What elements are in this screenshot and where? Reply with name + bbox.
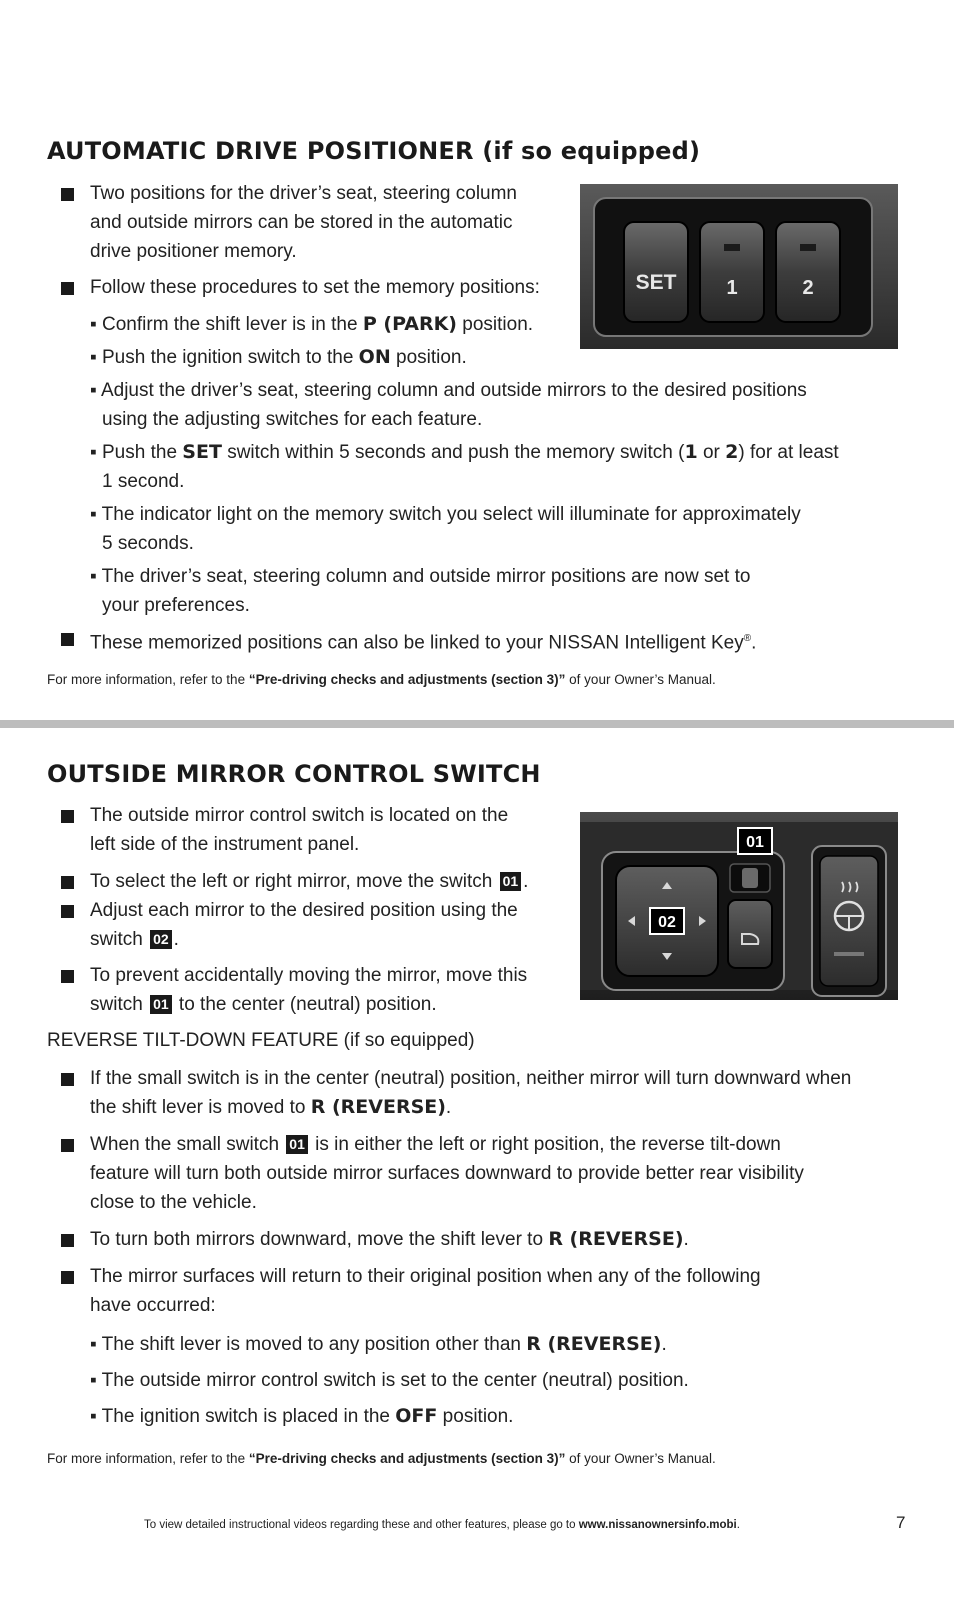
sub-bullet-adjust-cont: using the adjusting switches for each feature.	[102, 409, 483, 430]
sub-bullet-adjust: ▪ Adjust the driver’s seat, steering column and outside mirrors to the desired positions	[90, 380, 807, 401]
bullet-square	[61, 970, 74, 983]
bullet-text: Follow these procedures to set the memory positions:	[90, 277, 540, 298]
bullet-text: The outside mirror control switch is located on the	[90, 805, 509, 826]
set-button-label: SET	[635, 271, 677, 294]
bullet-text: drive positioner memory.	[90, 241, 297, 262]
bullet-text: Adjust each mirror to the desired position using the	[90, 900, 518, 921]
bullet-text: To prevent accidentally moving the mirror, move this	[90, 965, 528, 986]
bullet-text: When the small switch 01 is in either the left or right position, the reverse tilt-down	[90, 1134, 781, 1155]
sub-bullet-preferences-cont: your preferences.	[102, 595, 250, 616]
sub-bullet-indicator-cont: 5 seconds.	[102, 533, 194, 554]
section-footnote: For more information, refer to the “Pre-driving checks and adjustments (section 3)” of your Owner’s Manual.	[47, 1451, 716, 1466]
mirror-switch-photo	[580, 812, 898, 1000]
bullet-square	[61, 1234, 74, 1247]
bullet-text: To turn both mirrors downward, move the shift lever to R (REVERSE).	[90, 1228, 689, 1250]
page-number: 7	[896, 1513, 906, 1532]
bullet-text: feature will turn both outside mirror surfaces downward to provide better rear visibility	[90, 1163, 804, 1184]
bullet-text: Two positions for the driver’s seat, steering column	[90, 183, 517, 204]
bullet-square	[61, 633, 74, 646]
sub-bullet-set: ▪ Push the SET switch within 5 seconds and push the memory switch (1 or 2) for at least	[90, 441, 839, 463]
bullet-text: and outside mirrors can be stored in the automatic	[90, 212, 513, 233]
bullet-square	[61, 876, 74, 889]
owners-info-link[interactable]: www.nissanownersinfo.mobi	[578, 1519, 737, 1531]
memory-1-label: 1	[726, 277, 738, 299]
sub-bullet-shift-lever: ▪ The shift lever is moved to any position other than R (REVERSE).	[90, 1333, 667, 1355]
bullet-square	[61, 1073, 74, 1086]
bullet-text: If the small switch is in the center (neutral) position, neither mirror will turn downward when	[90, 1068, 852, 1089]
section-title-automatic-drive-positioner: AUTOMATIC DRIVE POSITIONER (if so equipped)	[47, 137, 701, 165]
bullet-text: have occurred:	[90, 1295, 216, 1316]
bullet-square	[61, 282, 74, 295]
sub-bullet-neutral: ▪ The outside mirror control switch is set to the center (neutral) position.	[90, 1370, 689, 1391]
bullet-text: left side of the instrument panel.	[90, 834, 360, 855]
section-title-outside-mirror: OUTSIDE MIRROR CONTROL SWITCH	[47, 760, 541, 788]
photo-callout-02: 02	[658, 914, 676, 931]
sub-bullet-on: ▪ Push the ignition switch to the ON position.	[90, 346, 467, 368]
bullet-square	[61, 188, 74, 201]
bullet-square	[61, 1271, 74, 1284]
bullet-neutral: switch 01 to the center (neutral) position.	[90, 994, 437, 1015]
sub-bullet-preferences: ▪ The driver’s seat, steering column and outside mirror positions are now set to	[90, 566, 751, 587]
bullet-adjust-switch: switch 02 .	[90, 929, 179, 950]
callout-02: 02	[150, 930, 172, 949]
bullet-square	[61, 1139, 74, 1152]
subheading-reverse-tilt-down: REVERSE TILT-DOWN FEATURE (if so equipped)	[47, 1030, 475, 1051]
photo-callout-01: 01	[746, 834, 764, 851]
sub-bullet-ignition-off: ▪ The ignition switch is placed in the OFF position.	[90, 1405, 514, 1427]
bullet-square	[61, 905, 74, 918]
bullet-text: The mirror surfaces will return to their original position when any of the following	[90, 1266, 761, 1287]
sub-bullet-park: ▪ Confirm the shift lever is in the P (PARK) position.	[90, 313, 534, 335]
bullet-text: close to the vehicle.	[90, 1192, 257, 1213]
section-footnote: For more information, refer to the “Pre-driving checks and adjustments (section 3)” of your Owner’s Manual.	[47, 672, 716, 687]
bullet-intelligent-key: These memorized positions can also be linked to your NISSAN Intelligent Key®.	[90, 632, 757, 654]
bullet-square	[61, 810, 74, 823]
sub-bullet-set-cont: 1 second.	[102, 471, 185, 492]
memory-switch-photo	[580, 184, 898, 349]
callout-01: 01	[500, 872, 522, 891]
bullet-text: the shift lever is moved to R (REVERSE).	[90, 1096, 452, 1118]
callout-01: 01	[286, 1135, 308, 1154]
callout-01: 01	[150, 995, 172, 1014]
sub-bullet-indicator: ▪ The indicator light on the memory switch you select will illuminate for approximately	[90, 504, 801, 525]
section-divider	[0, 720, 954, 728]
page-footer-note: To view detailed instructional videos regarding these and other features, please go to www.nissanownersinfo.mobi.	[144, 1519, 740, 1531]
bullet-select-mirror: To select the left or right mirror, move the switch 01 .	[90, 871, 529, 892]
memory-2-label: 2	[802, 277, 814, 299]
